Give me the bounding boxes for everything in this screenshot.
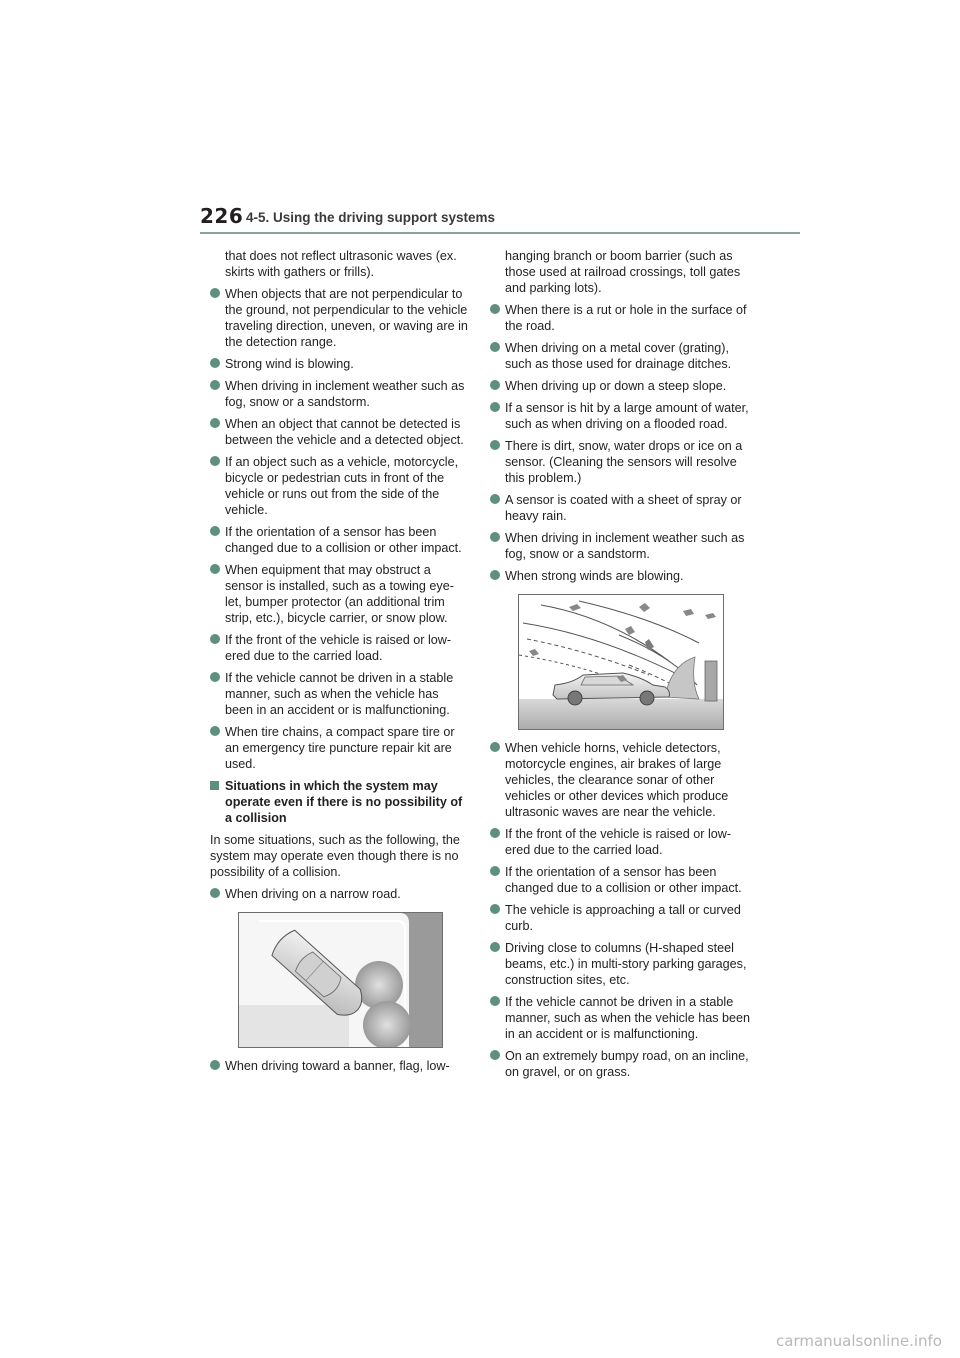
narrow-road-illustration <box>238 912 443 1048</box>
bullet-icon <box>490 904 500 914</box>
left-column <box>210 248 468 1080</box>
list-item: If the vehicle cannot be driven in a stable manner, such as when the vehicle has been in an accident or is malfunctioning. <box>210 670 468 718</box>
page-header <box>200 204 800 236</box>
list-item: If the front of the vehicle is raised or low-ered due to the carried load. <box>210 632 468 664</box>
list-item: When equipment that may obstruct a sensor is installed, such as a towing eye-let, bumper protector (an additional trim strip, etc.), bicycle carrier, or snow plow. <box>210 562 468 626</box>
bullet-icon <box>490 494 500 504</box>
bullet-icon <box>490 440 500 450</box>
bullet-icon <box>490 402 500 412</box>
list-item: On an extremely bumpy road, on an incline, on gravel, or on grass. <box>490 1048 752 1080</box>
list-item: When tire chains, a compact spare tire or an emergency tire puncture repair kit are used. <box>210 724 468 772</box>
bullet-icon <box>210 564 220 574</box>
bullet-icon <box>210 1060 220 1070</box>
list-item: When driving on a narrow road. <box>210 886 468 902</box>
bullet-icon <box>490 304 500 314</box>
strong-wind-illustration <box>518 594 724 730</box>
list-item: When vehicle horns, vehicle detectors, motorcycle engines, air brakes of large vehicles, the clearance sonar of other vehicles or other devices which produce ultrasonic waves are near the vehicle. <box>490 740 752 820</box>
bullet-icon <box>490 1050 500 1060</box>
section-title: 4-5. Using the driving support systems <box>246 210 496 225</box>
list-item: There is dirt, snow, water drops or ice on a sensor. (Cleaning the sensors will resolve this problem.) <box>490 438 752 486</box>
list-item: When an object that cannot be detected is between the vehicle and a detected object. <box>210 416 468 448</box>
bullet-icon <box>210 288 220 298</box>
bullet-icon <box>210 456 220 466</box>
list-item: The vehicle is approaching a tall or curved curb. <box>490 902 752 934</box>
right-column <box>490 248 752 1086</box>
bullet-icon <box>210 358 220 368</box>
bullet-icon <box>490 866 500 876</box>
subsection-heading: Situations in which the system may operate even if there is no possibility of a collision <box>210 778 468 826</box>
list-item: If a sensor is hit by a large amount of water, such as when driving on a flooded road. <box>490 400 752 432</box>
list-item: When driving toward a banner, flag, low- <box>210 1058 468 1074</box>
list-item: If an object such as a vehicle, motorcycle, bicycle or pedestrian cuts in front of the vehicle or runs out from the side of the vehicle. <box>210 454 468 518</box>
watermark: carmanualsonline.info <box>776 1332 942 1350</box>
list-item: When driving on a metal cover (grating), such as those used for drainage ditches. <box>490 340 752 372</box>
square-bullet-icon <box>210 781 219 790</box>
bullet-icon <box>490 532 500 542</box>
list-item: When driving in inclement weather such as fog, snow or a sandstorm. <box>210 378 468 410</box>
bullet-icon <box>210 526 220 536</box>
bullet-icon <box>210 672 220 682</box>
bullet-icon <box>210 634 220 644</box>
strong-wind-svg <box>519 595 724 730</box>
continued-text: hanging branch or boom barrier (such as those used at railroad crossings, toll gates and parking lots). <box>505 249 741 295</box>
list-item: When objects that are not perpendicular to the ground, not perpendicular to the vehicle traveling direction, uneven, or waving are in the detection range. <box>210 286 468 350</box>
bullet-icon <box>210 380 220 390</box>
list-item: If the orientation of a sensor has been changed due to a collision or other impact. <box>210 524 468 556</box>
list-item: When driving up or down a steep slope. <box>490 378 752 394</box>
list-item: If the vehicle cannot be driven in a stable manner, such as when the vehicle has been in an accident or is malfunctioning. <box>490 994 752 1042</box>
bullet-icon <box>490 570 500 580</box>
bullet-icon <box>490 380 500 390</box>
bullet-icon <box>490 342 500 352</box>
page-number: 226 <box>200 204 244 228</box>
bullet-icon <box>490 828 500 838</box>
list-item: When driving in inclement weather such as fog, snow or a sandstorm. <box>490 530 752 562</box>
bullet-icon <box>210 418 220 428</box>
list-item: Strong wind is blowing. <box>210 356 468 372</box>
list-item: If the orientation of a sensor has been changed due to a collision or other impact. <box>490 864 752 896</box>
bullet-icon <box>210 726 220 736</box>
list-item: When there is a rut or hole in the surface of the road. <box>490 302 752 334</box>
bullet-icon <box>490 996 500 1006</box>
paragraph: In some situations, such as the following, the system may operate even though there is no possibility of a collision. <box>210 833 460 879</box>
list-item: When strong winds are blowing. <box>490 568 752 584</box>
narrow-road-svg <box>239 913 443 1048</box>
bullet-icon <box>490 742 500 752</box>
bullet-icon <box>210 888 220 898</box>
header-divider <box>200 232 800 234</box>
list-item: A sensor is coated with a sheet of spray or heavy rain. <box>490 492 752 524</box>
list-item: If the front of the vehicle is raised or low-ered due to the carried load. <box>490 826 752 858</box>
bullet-icon <box>490 942 500 952</box>
continued-text: that does not reflect ultrasonic waves (ex. skirts with gathers or frills). <box>225 249 457 279</box>
list-item: Driving close to columns (H-shaped steel beams, etc.) in multi-story parking garages, construction sites, etc. <box>490 940 752 988</box>
